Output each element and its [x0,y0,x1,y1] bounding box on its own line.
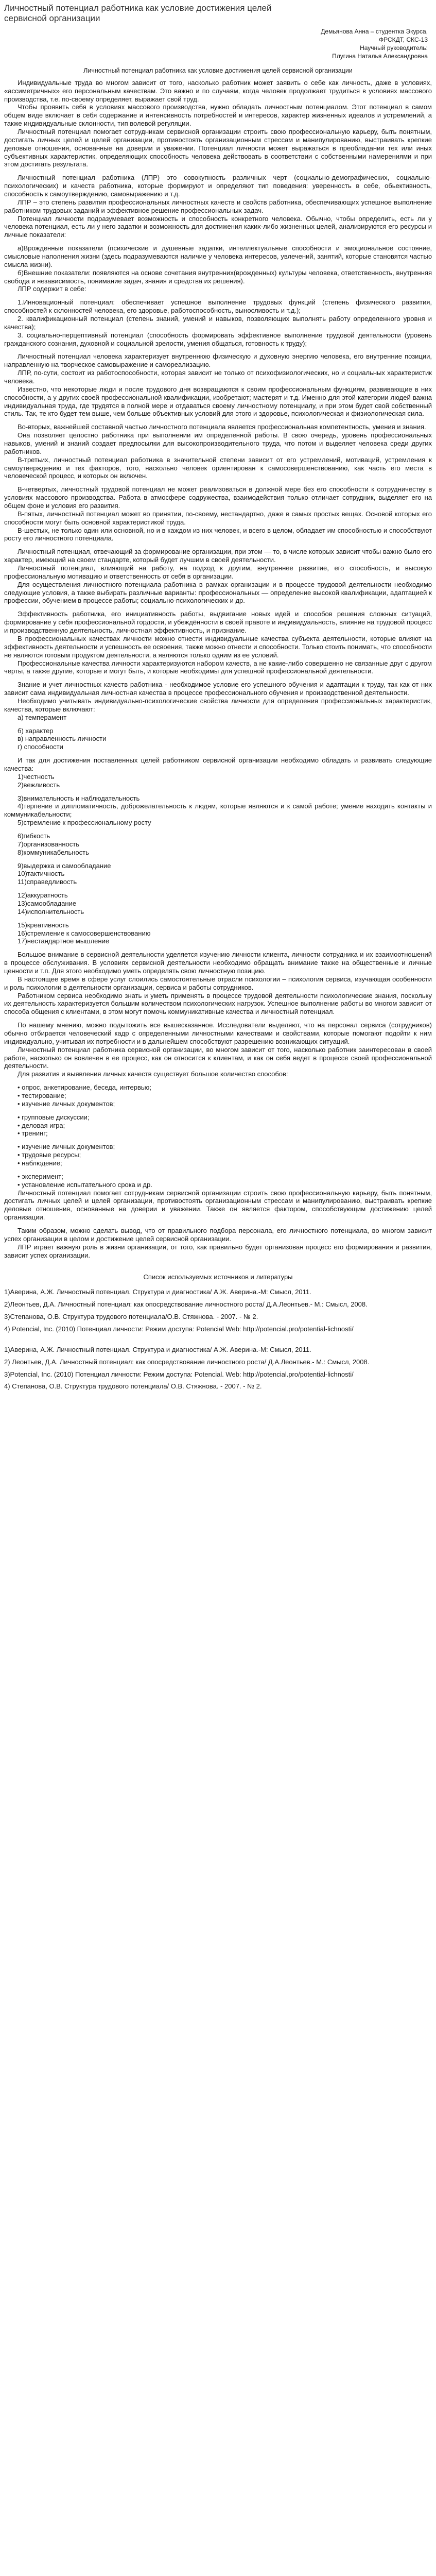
paragraph: Большое внимание в сервисной деятельности уделяется изучению личности клиента, личности сотрудника и их взаимоотношений в процессе обслуживания. В условиях сервисной деятельности необходимо обращать внимание также на общественные и личные ценности и т.п. Для этого необходимо уметь определять свою личностную позицию. [4,951,432,975]
paragraph: 3)внимательность и наблюдательность [18,794,140,802]
reference-item: 1)Аверина, А.Ж. Личностный потенциал. Структура и диагностика/ А.Ж. Аверина.-М: Смысл, 2011. [4,1345,311,1353]
paragraph: В-шестых, не только один или основной, но и в каждом из них человек, и всего в целом, обладает им способностью и способствуют росту его личностного потенциала. [4,526,432,543]
paragraph: • изучение личных документов; [18,1099,115,1108]
paragraph: 1)честность [18,772,55,781]
paragraph: В-четвертых, личностный трудовой потенциал не может реализоваться в должной мере без его способности к сотрудничеству в условиях массового производства. Работа в атмосфере содружества, взаимодействия только отличает сотрудник, выделяет его на общем фоне и условия его развития. [4,485,432,510]
paragraph: 15)креативность [18,921,69,929]
author-line: Плугина Наталья Александровна [332,53,428,60]
paragraph: 11)справедливость [18,878,77,886]
paragraph: г) способности [18,743,63,751]
paragraph: б)Внешние показатели: появляются на основе сочетания внутренних(врожденных) культуры человека, ответственность, внутренняя свобода и независимость, понимание задач, знания и средства их решения). [4,268,432,285]
paragraph: • опрос, анкетирование, беседа, интервью; [18,1083,151,1092]
paragraph: ЛПР содержит в себе: [18,285,86,293]
paragraph: б) характер [18,726,54,735]
paragraph: а) темперамент [18,713,67,721]
paragraph: Таким образом, можно сделать вывод, что от правильного подбора персонала, его личностного потенциала, во многом зависит успех организации в целом и достижение целей сервисной организации. [4,1227,432,1243]
references-list [4,1288,432,1391]
paragraph: Она позволяет целостно работника при выполнении им определенной работы. В свою очередь, уровень профессиональных навыков, умений и знаний создает предпосылки для высокопроизводительного труда, что потом и выделяет человека среди других работников. [4,431,432,455]
paragraph: • трудовые ресурсы; [18,1151,81,1159]
references-heading: Список используемых источников и литературы [143,1273,293,1281]
paragraph: • групповые дискуссии; [18,1113,90,1121]
article-body [4,79,432,1260]
author-line: ФРСКДТ, СКС-13 [379,36,428,43]
paragraph: 3. социально-перцептивный потенциал (способность формировать эффективное выполнение трудовой деятельности (уровень гражданского сознания, духовной и социальной зрелости, умения общаться, готовность к труду); [4,331,432,347]
author-block [4,27,428,61]
paragraph: 17)нестандартное мышление [18,937,110,945]
paragraph: • тренинг; [18,1129,48,1138]
paragraph: 6)гибкость [18,832,50,840]
article-heading: Личностный потенциал работника как условие достижения целей сервисной организации [83,66,353,74]
reference-item: 4) Potencial, Inc. (2010) Потенциал личности: Режим доступа: Potencial Web: http://potencial.pro/potential-lichnosti/ [4,1325,354,1333]
paragraph: Личностный потенциал помогает сотрудникам сервисной организации строить свою профессиональную карьеру, быть понятным, достигать личных целей и целей организации, противостоять организационным стрессам и манипулированию, выстраивать крепкие деловые отношения, основанные на доверии и уважении. Потенциал личности может выражаться в преобладании тех или иных субъективных характеристик, определяющих способность человека действовать в соответствии с собственными намерениями и при этом достигать результата. [4,127,432,168]
paragraph: Чтобы проявить себя в условиях массового производства, нужно обладать личностным потенциалом. Этот потенциал в самом общем виде включает в себя содержание и интенсивность потребностей и интересов, характер жизненных идеалов и устремлений, а также индивидуальные склонности, тип волевой регуляции. [4,103,432,128]
paragraph: Личностный потенциал человека характеризует внутреннюю физическую и духовную энергию человека, его внутренние позиции, направленную на творческое самовыражение и самореализацию. [4,352,432,369]
paragraph: Потенциал личности подразумевает возможность и способность конкретного человека. Обычно, чтобы определить, есть ли у человека потенциал, есть ли у него задатки и возможность для достижения каких-либо жизненных целей, анализируются его ресурсы и личные показатели: [4,214,432,239]
reference-item: 4) Степанова, О.В. Структура трудового потенциала/ О.В. Стяжнова. - 2007. - № 2. [4,1382,262,1391]
paragraph: Работником сервиса необходимо знать и уметь применять в процессе трудовой деятельности психологические знания, поскольку их деятельность характеризуется большим количеством психологических нагрузок. Успешное выполнение работы во многом зависит от способа общения с клиентами, в этом могут помочь коммуникативные качества и личностный потенциал. [4,991,432,1016]
paragraph: 9)выдержка и самообладание [18,861,111,870]
paragraph: • эксперимент; [18,1172,63,1180]
paragraph: И так для достижения поставленных целей работником сервисной организации необходимо обладать и развивать следующие качества: [4,756,432,772]
paragraph: Знание и учет личностных качеств работника - необходимое условие его успешного обучения и адаптации к труду, так как от них зависит сама индивидуальная личностная качества в процессе профессионального обучения и производственной деятельности. [4,681,432,697]
paragraph: 7)организованность [18,840,79,848]
paragraph: 5)стремление к профессиональному росту [18,819,151,827]
paragraph: Личностный потенциал работника сервисной организации, во многом зависит от того, насколько работник заинтересован в своей работе, насколько он вовлечен в ее процесс, как он относится к клиентам, и как он себя ведет в процессе своей профессиональной деятельности. [4,1045,432,1070]
paragraph: 2)вежливость [18,781,60,789]
paragraph: • установление испытательного срока и др. [18,1180,152,1189]
reference-item: 3)Potencial, Inc. (2010) Потенциал личности: Режим доступа: Potencial. Web: http://potencial.pro/potential-lichnosti/ [4,1370,354,1378]
paragraph: • тестирование; [18,1092,66,1100]
paragraph: Личностный потенциал работника (ЛПР) это совокупность различных черт (социально-демографических, социально-психологических) и качеств работника, которые формируют и определяют тип поведения: уверенность в себе, обьективность, способность к самоутверждению, самовыражению и т.д. [4,174,432,198]
paragraph: Во-вторых, важнейшей составной частью личностного потенциала является профессиональная компетентность, умения и знания. [18,423,426,431]
paragraph: Известно, что некоторые люди и после трудового дня возвращаются к своим профессиональным функциям, развивающие в них способности, а у других своей профессиональной квалификации, изобретают; мастерят и т.д. Именно для этой категории людей важна индивидуальная труда, где трудятся в полной мере и отдаваться своему личностному потенциалу, и при этом будет свой собственный стиль. Так, те кто будет тем выше, чем больше объективных условий для этого и здоровье, психологическая и физиологическая сила. [4,385,432,418]
paragraph: 1.Инновационный потенциал: обеспечивает успешное выполнение трудовых функций (степень физического развития, способностей к склонностей человека, его здоровье, работоспособность, выносливость и т.д.); [4,298,432,315]
paragraph: 14)исполнительность [18,907,84,916]
paragraph: Необходимо учитывать индивидуально-психологические свойства личности для определения профессиональных характеристик, качества, которые включают: [4,697,432,713]
paragraph: 4)терпение и дипломатичность, доброжелательность к людям, которые являются и к самой работе; умение находить контакты и коммуникабельности; [4,802,432,819]
reference-item: 2)Леонтьев, Д.А. Личностный потенциал: как опосредствование личностного роста/ Д.А.Леонтьев.- М.: Смысл, 2008. [4,1300,368,1309]
paragraph: В-третьих, личностный потенциал работника в значительной степени зависит от его устремлений, мотиваций, устремления к самоутверждению и тех факторов, того, наскольно человек ориентирован к самосовершенствованию, как часть его места в человеческой процесс, и которых он включен. [4,455,432,480]
paragraph: Личностный потенциал, влияющий на работу, на подход к другим, внутреннее развитие, его способность, и высокую профессиональную мотивацию и ответственность от себя в организации. [4,564,432,580]
paragraph: 2. квалификационный потенциал (степень знаний, умений и навыков, позволяющих выполнять работу определенного уровня и качества); [4,314,432,331]
page-title: Личностный потенциал работника как условие достижения целей сервисной организации [4,3,272,24]
paragraph: В настоящее время в сфере услуг слоились самостоятельные отрасли психологии – психология сервиса, изучающая особенности и роль психологии в деятельности организации, сервиса и работы сотрудников. [4,975,432,991]
author-line: Научный руководитель: [360,44,428,52]
paragraph: • наблюдение; [18,1159,62,1167]
reference-item: 3)Степанова, О.В. Структура трудового потенциала/О.В. Стяжнова. - 2007. - № 2. [4,1313,258,1321]
paragraph: По нашему мнению, можно подытожить все вышесказанное. Исследователи выделяют, что на персонал сервиса (сотрудников) обычно отбирается человеческий кадр с определенными личностными качествами и свойствами, которые помогают подойти к ним индивидуально, учитывая их потребности и в дальнейшем способствуют разрешению возникающих ситуаций. [4,1021,432,1045]
paragraph: В-пятых, личностный потенциал может во принятии, по-своему, нестандартно, даже в самых простых вещах. Основой которых его способности могут быть основной характеристикой труда. [4,510,432,526]
paragraph: Личностный потенциал помогает сотрудникам сервисной организации строить свою профессиональную карьеру, быть понятным, достигать личных целей и целей организации, противостоять организационным стрессам и манипулированию, выстраивать крепкие деловые отношения, основанные на доверии и уважении. Также он является фактором, способствующим достижению целей организации. [4,1189,432,1222]
paragraph: 12)аккуратность [18,891,68,900]
author-line: Демьянова Анна – студентка Экурса, [321,27,428,35]
paragraph: 8)коммуникабельность [18,848,89,856]
reference-item: 2) Леонтьев, Д.А. Личностный потенциал: как опосредствование личностного роста/ Д.А.Леонтьев.- М.: Смысл, 2008. [4,1358,370,1366]
paragraph: • деловая игра; [18,1121,65,1129]
paragraph: В профессиональных качествах личности можно отнести индивидуальные качества субъекта деятельности, которые влияют на эффективность деятельности и успешность ее освоения, также можно отнести и способности. Только стоить понимать, что способности не являются готовым продуктом деятельности, а являются только одним из ее условий. [4,634,432,659]
paragraph: Профессиональные качества личности характеризуются набором качеств, а не какие-либо совершенно не связанные друг с другом черты, а также другие, которые и могут быть, и которые необходимы для успешной профессиональной деятельности. [4,659,432,675]
paragraph: 10)тактичность [18,870,65,878]
reference-item: 1)Аверина, А.Ж. Личностный потенциал. Структура и диагностика/ А.Ж. Аверина.-М: Смысл, 2011. [4,1288,311,1296]
paragraph: • изучение личных документов; [18,1143,115,1151]
paragraph: Эффективность работника, его инициативность работы, выдвигание новых идей и способов решения сложных ситуаций, формирование у себя профессиональной гордости, и убеждённости в своей правоте и индивидуальность, влияние на трудовой процесс и производственную деятельность, личностная эффективность, и признание. [4,610,432,635]
paragraph: в) направленность личности [18,735,107,743]
paragraph: ЛПР, по-сути, состоит из работоспособности, которая зависит не только от психофизиологических, но и социальных характеристик человека. [4,369,432,385]
paragraph: ЛПР играет важную роль в жизни организации, от того, как правильно будет организован процесс его формирования и развития, зависит успех организации. [4,1243,432,1259]
paragraph: Для осуществления личностного потенциала работника в рамках организации и в процессе трудовой деятельности необходимо следующие условия, а также выбирать различные варианты: профессиональных — определение высокой квалификации, адаптацией к профессии, обучением в процессе работы; социально-психологических и др. [4,580,432,605]
paragraph: а)Врожденные показатели (психические и душевные задатки, интеллектуальные способности и эмоциональное состояние, смысловые наполнения жизни (здесь подразумеваются наличие у человека интересов, увлечений, занятий, которые становятся частью смысла жизни). [4,244,432,268]
paragraph: Индивидуальные труда во многом зависит от того, насколько работник может заявить о себе как личность, даже в условиях, «ассиметричных» его персональным качествам. Это важно и по случаям, когда человек продолжает трудиться в условиях массового производства, т.е. по-своему определяет, выражает свой труд. [4,78,432,103]
paragraph: ЛПР – это степень развития профессиональных личностных качеств и свойств работника, обеспечивающих успешное выполнение работником трудовых заданий и эффективное решение профессиональных задач. [4,198,432,214]
paragraph: Для развития и выявления личных качеств существует большое количество способов: [18,1070,288,1078]
paragraph: 16)стремление к самосовершенствованию [18,929,151,937]
paragraph: Личностный потенциал, отвечающий за формирование организации, при этом — то, в числе которых зависит чтобы важно было его характер, имеющий на своем стандарте, который будет лучшим в своей деятельности. [4,548,432,564]
paragraph: 13)самообладание [18,899,77,907]
